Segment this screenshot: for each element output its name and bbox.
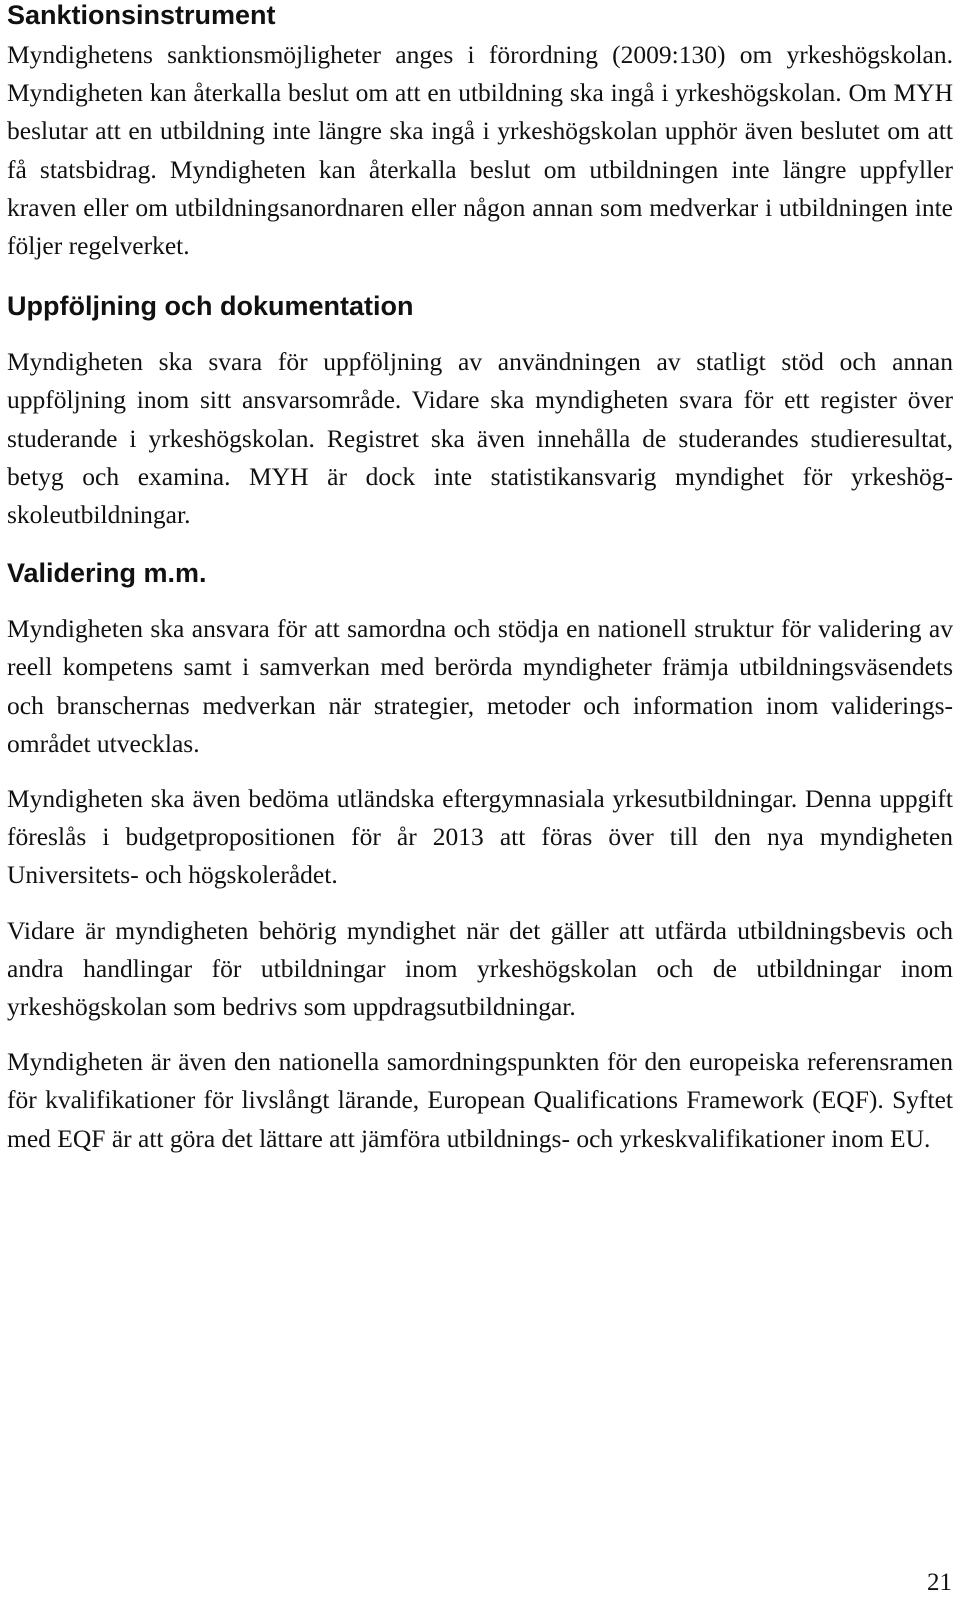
heading-validering: Validering m.m.: [7, 558, 207, 589]
paragraph-validering-1: Myndigheten ska ansvara för att samordna och stödja en nationell struktur för validering av reell kompetens samt i samverkan med berörda myndigheter främja utbildningsväsendets och branschernas medverkan när strategier, metoder och information inom valideringsområdet utvecklas.: [7, 614, 953, 758]
document-page: [7, 0, 953, 1158]
paragraph-uppfoljning: Myndigheten ska svara för uppföljning av användningen av statligt stöd och annan uppföljning inom sitt ansvarsområde. Vidare ska myndigheten svara för ett register över studerande i yrkeshögskolan. Registret ska även innehålla de studerandes studieresultat, betyg och examina. MYH är dock inte statistikansvarig myndighet för yrkeshögskoleutbildningar.: [7, 347, 953, 530]
paragraph-validering-2: Myndigheten ska även bedöma utländska eftergymnasiala yrkesutbildningar. Denna uppgift föreslås i budgetpropositionen för år 2013 att föras över till den nya myndigheten Universitets- och högskolerådet.: [7, 784, 953, 890]
heading-uppfoljning: Uppföljning och dokumentation: [7, 291, 414, 322]
heading-sanktionsinstrument: Sanktionsinstrument: [7, 0, 276, 30]
paragraph-validering-4: Myndigheten är även den nationella samordningspunkten för den europeiska referensramen för kvalifikationer för livslångt lärande, European Qualifications Framework (EQF). Syftet med EQF är att göra det lättare att jämföra utbildnings- och yrkeskvalifikationer inom EU.: [7, 1047, 953, 1153]
paragraph-sanktionsinstrument: Myndighetens sanktionsmöjligheter anges i förordning (2009:130) om yrkeshögskolan. Myndigheten kan återkalla beslut om att en utbildning ska ingå i yrkeshögskolan. Om MYH beslutar att en utbildning inte längre ska ingå i yrkeshögskolan upphör även beslutet om att få statsbidrag. Myndigheten kan återkalla beslut om utbildningen inte längre uppfyller kraven eller om utbildningsanordnaren eller någon annan som medverkar i utbildningen inte följer regelverket.: [7, 40, 953, 261]
paragraph-validering-3: Vidare är myndigheten behörig myndighet när det gäller att utfärda utbildningsbevis och andra handlingar för utbildningar inom yrkeshögskolan och de utbildningar inom yrkeshögskolan som bedrivs som uppdragsutbildningar.: [7, 915, 953, 1022]
page-number: 21: [927, 1569, 952, 1596]
